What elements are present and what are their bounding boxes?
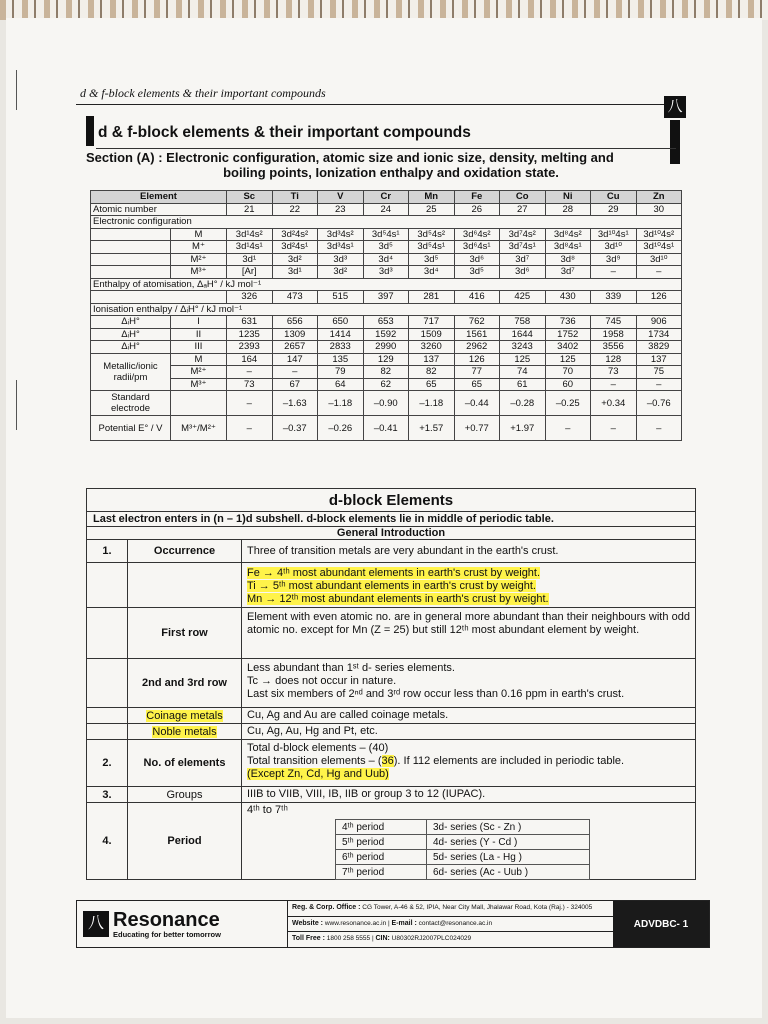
table-cell: 74 bbox=[500, 366, 546, 379]
table-cell: +0.77 bbox=[454, 416, 500, 441]
row-label: M²⁺ bbox=[171, 253, 227, 266]
atomisation-heading-row bbox=[91, 278, 682, 291]
page-title: d & f-block elements & their important compounds bbox=[98, 124, 471, 141]
properties-table bbox=[90, 190, 682, 441]
ionisation-row bbox=[91, 316, 682, 329]
table-cell: 3556 bbox=[591, 341, 637, 354]
table-cell: – bbox=[636, 416, 682, 441]
table-cell: 77 bbox=[454, 366, 500, 379]
office-line: Reg. & Corp. Office : CG Tower, A-46 & 52, IPIA, Near City Mall, Jhalawar Road, Kota (Raj.) - 324005 bbox=[288, 901, 613, 917]
table-cell: 3d⁷4s² bbox=[500, 228, 546, 241]
table-cell: 3d⁵ bbox=[409, 253, 455, 266]
series-cell: 6d- series (Ac - Uub ) bbox=[427, 865, 590, 880]
table-cell: 164 bbox=[227, 353, 273, 366]
row-label: M bbox=[171, 353, 227, 366]
table-cell: 3d⁴ bbox=[409, 266, 455, 279]
table-cell: 128 bbox=[591, 353, 637, 366]
table-cell: – bbox=[227, 366, 273, 379]
table-cell: – bbox=[272, 366, 318, 379]
element-symbol: Co bbox=[500, 191, 546, 204]
table-cell: – bbox=[227, 391, 273, 416]
table-cell: 281 bbox=[409, 291, 455, 304]
table-cell: 29 bbox=[591, 203, 637, 216]
table-cell: 3d³4s² bbox=[318, 228, 364, 241]
row-label: 2nd and 3rd row bbox=[128, 659, 242, 707]
row-label bbox=[171, 391, 227, 416]
brand-name: Resonance bbox=[113, 908, 220, 931]
table-cell: +0.34 bbox=[591, 391, 637, 416]
footer bbox=[76, 900, 710, 948]
row-label: III bbox=[171, 341, 227, 354]
table-cell: 1592 bbox=[363, 328, 409, 341]
table-cell: 21 bbox=[227, 203, 273, 216]
resonance-logo-icon: 八 bbox=[83, 911, 109, 937]
table-cell: 65 bbox=[454, 378, 500, 391]
row-label: Occurrence bbox=[128, 540, 242, 562]
table-cell: 67 bbox=[272, 378, 318, 391]
table-cell: 22 bbox=[272, 203, 318, 216]
series-cell: 3d- series (Sc - Zn ) bbox=[427, 820, 590, 835]
potential-label: Potential E° / V bbox=[98, 422, 163, 434]
table-cell: 3d¹4s¹ bbox=[227, 241, 273, 254]
table-cell: 515 bbox=[318, 291, 364, 304]
table-cell: 3d⁷4s¹ bbox=[500, 241, 546, 254]
table-cell: 70 bbox=[545, 366, 591, 379]
table-cell: 326 bbox=[227, 291, 273, 304]
period-cell: 5ᵗʰ period bbox=[336, 835, 427, 850]
table-cell: 425 bbox=[500, 291, 546, 304]
table-cell: 2657 bbox=[272, 341, 318, 354]
element-symbol: V bbox=[318, 191, 364, 204]
header-rule bbox=[76, 104, 664, 105]
row-label: M²⁺ bbox=[171, 366, 227, 379]
table-cell: 3d⁸4s² bbox=[545, 228, 591, 241]
occurrence-text: Three of transition metals are very abundant in the earth's crust. bbox=[247, 544, 559, 557]
element-symbol: Cr bbox=[363, 191, 409, 204]
table-cell: 3829 bbox=[636, 341, 682, 354]
table-cell: –0.41 bbox=[363, 416, 409, 441]
config-row bbox=[91, 253, 682, 266]
row-label: M³⁺/M²⁺ bbox=[171, 416, 227, 441]
except-text: (Except Zn, Cd, Hg and Uub) bbox=[247, 768, 389, 780]
table-cell: 1235 bbox=[227, 328, 273, 341]
table-cell: 135 bbox=[318, 353, 364, 366]
table-cell: 631 bbox=[227, 316, 273, 329]
table-cell: 126 bbox=[454, 353, 500, 366]
element-symbol: Zn bbox=[636, 191, 682, 204]
total-d-block-text: Total d-block elements – (40) bbox=[247, 742, 389, 754]
section-heading bbox=[86, 150, 696, 180]
table-cell: 3d⁶ bbox=[500, 266, 546, 279]
table-cell: –0.37 bbox=[272, 416, 318, 441]
row-label: Ionisation enthalpy / ΔᵢH° / kJ mol⁻¹ bbox=[91, 303, 682, 316]
row-label: No. of elements bbox=[128, 740, 242, 786]
margin-mark bbox=[16, 380, 17, 430]
page-code: ADVDBC- 1 bbox=[613, 901, 709, 947]
no-of-elements-row: 2. No. of elements Total d-block elements – (40) Total transition elements – (36). If 112 elements are included in periodic table. (Except Zn, Cd, Hg and Uub) bbox=[87, 740, 695, 787]
row-label: M³⁺ bbox=[171, 378, 227, 391]
row-label: Atomic number bbox=[91, 203, 227, 216]
row-label: ΔᵢH° bbox=[91, 316, 171, 329]
d-block-title: d-block Elements bbox=[87, 489, 695, 512]
table-cell: 650 bbox=[318, 316, 364, 329]
table-cell: 3d³ bbox=[363, 266, 409, 279]
row-label: Enthalpy of atomisation, ΔₐH° / kJ mol⁻¹ bbox=[91, 278, 682, 291]
table-cell: [Ar] bbox=[227, 266, 273, 279]
table-cell: –1.63 bbox=[272, 391, 318, 416]
row-number: 4. bbox=[87, 803, 128, 879]
element-symbol: Mn bbox=[409, 191, 455, 204]
table-cell: +1.97 bbox=[500, 416, 546, 441]
table-cell: –1.18 bbox=[318, 391, 364, 416]
ionisation-heading-row bbox=[91, 303, 682, 316]
coinage-label: Coinage metals bbox=[146, 709, 223, 722]
row-label: ΔᵢH° bbox=[91, 341, 171, 354]
table-cell: – bbox=[545, 416, 591, 441]
period-series-row bbox=[336, 835, 590, 850]
table-cell: 3d⁵4s¹ bbox=[363, 228, 409, 241]
table-cell: 3402 bbox=[545, 341, 591, 354]
table-cell: 137 bbox=[409, 353, 455, 366]
photo-top-edge bbox=[0, 0, 768, 20]
ionisation-row bbox=[91, 328, 682, 341]
table-cell: 430 bbox=[545, 291, 591, 304]
blank-cell bbox=[91, 228, 171, 241]
table-cell: 473 bbox=[272, 291, 318, 304]
coinage-row bbox=[87, 708, 695, 724]
blank-cell bbox=[91, 291, 227, 304]
table-cell: 23 bbox=[318, 203, 364, 216]
website-line: Website : www.resonance.ac.in | E-mail : contact@resonance.ac.in bbox=[288, 917, 613, 933]
table-cell: 65 bbox=[409, 378, 455, 391]
table-cell: 3d²4s¹ bbox=[272, 241, 318, 254]
table-cell: 3d¹ bbox=[272, 266, 318, 279]
row-label: Metallic/ionic radii/pm bbox=[91, 353, 171, 391]
table-cell: 26 bbox=[454, 203, 500, 216]
row-label: M bbox=[171, 228, 227, 241]
config-row bbox=[91, 241, 682, 254]
table-cell: 1414 bbox=[318, 328, 364, 341]
element-symbol: Ti bbox=[272, 191, 318, 204]
noble-row bbox=[87, 724, 695, 740]
element-symbol: Sc bbox=[227, 191, 273, 204]
groups-row bbox=[87, 787, 695, 803]
table-cell: 125 bbox=[545, 353, 591, 366]
table-cell: 3d²4s² bbox=[272, 228, 318, 241]
table-cell: 2833 bbox=[318, 341, 364, 354]
table-cell: 82 bbox=[409, 366, 455, 379]
table-cell: 3d⁶ bbox=[454, 253, 500, 266]
table-cell: – bbox=[591, 378, 637, 391]
table-cell: 1509 bbox=[409, 328, 455, 341]
table-cell: 3d³4s¹ bbox=[318, 241, 364, 254]
potential-label: Standard electrode bbox=[110, 392, 151, 414]
table-cell: 30 bbox=[636, 203, 682, 216]
second-row-line: Last six members of 2ⁿᵈ and 3ʳᵈ row occur less than 0.16 ppm in earth's crust. bbox=[247, 688, 625, 700]
table-cell: 2962 bbox=[454, 341, 500, 354]
row-number: 2. bbox=[87, 740, 128, 786]
row-label: I bbox=[171, 316, 227, 329]
element-symbol: Fe bbox=[454, 191, 500, 204]
potential-row bbox=[91, 391, 682, 416]
table-cell: 82 bbox=[363, 366, 409, 379]
table-cell: 73 bbox=[227, 378, 273, 391]
table-cell: 3d¹⁰4s¹ bbox=[636, 241, 682, 254]
config-heading-row bbox=[91, 216, 682, 229]
tollfree-line: Toll Free : 1800 258 5555 | CIN: U80302RJ2007PLC024029 bbox=[292, 935, 472, 943]
row-label: M⁺ bbox=[171, 241, 227, 254]
table-cell: 3d⁷ bbox=[545, 266, 591, 279]
table-cell: 758 bbox=[500, 316, 546, 329]
table-cell: 129 bbox=[363, 353, 409, 366]
table-cell: – bbox=[636, 266, 682, 279]
row-label: Period bbox=[128, 803, 242, 879]
table-cell: 1561 bbox=[454, 328, 500, 341]
table-cell: –0.25 bbox=[545, 391, 591, 416]
abundance-mn: Mn → 12ᵗʰ most abundant elements in earth's crust by weight. bbox=[247, 593, 549, 605]
blank-cell bbox=[91, 253, 171, 266]
period-series-row bbox=[336, 850, 590, 865]
table-cell: –0.44 bbox=[454, 391, 500, 416]
row-label: Electronic configuration bbox=[91, 216, 682, 229]
table-cell: –0.76 bbox=[636, 391, 682, 416]
element-symbol: Ni bbox=[545, 191, 591, 204]
table-cell: 762 bbox=[454, 316, 500, 329]
table-cell: 717 bbox=[409, 316, 455, 329]
blank-cell bbox=[91, 241, 171, 254]
coinage-text: Cu, Ag and Au are called coinage metals. bbox=[247, 709, 449, 721]
running-header: d & f-block elements & their important compounds bbox=[80, 86, 326, 100]
row-label: M³⁺ bbox=[171, 266, 227, 279]
period-cell: 4ᵗʰ period bbox=[336, 820, 427, 835]
table-cell: 3d¹4s² bbox=[227, 228, 273, 241]
table-cell: – bbox=[591, 416, 637, 441]
table-cell: 61 bbox=[500, 378, 546, 391]
table-cell: 3d¹⁰4s² bbox=[636, 228, 682, 241]
table-cell: 653 bbox=[363, 316, 409, 329]
row-label bbox=[91, 416, 171, 441]
table-cell: –1.18 bbox=[409, 391, 455, 416]
table-cell: 3d² bbox=[318, 266, 364, 279]
table-cell: –0.26 bbox=[318, 416, 364, 441]
table-cell: 3d² bbox=[272, 253, 318, 266]
second-third-row-row bbox=[87, 659, 695, 708]
table-cell: 3d⁵ bbox=[454, 266, 500, 279]
first-row-row bbox=[87, 608, 695, 659]
table-cell: 3d¹⁰ bbox=[591, 241, 637, 254]
radii-row bbox=[91, 366, 682, 379]
period-text: 4ᵗʰ to 7ᵗʰ bbox=[247, 804, 288, 816]
occurrence-row bbox=[87, 540, 695, 563]
table-cell: 3d⁴ bbox=[363, 253, 409, 266]
table-cell: 416 bbox=[454, 291, 500, 304]
table-cell: 147 bbox=[272, 353, 318, 366]
table-cell: 3d¹ bbox=[227, 253, 273, 266]
atomic-number-row bbox=[91, 203, 682, 216]
table-cell: 3d³ bbox=[318, 253, 364, 266]
table-cell: 1309 bbox=[272, 328, 318, 341]
table-cell: – bbox=[636, 378, 682, 391]
table-cell: –0.90 bbox=[363, 391, 409, 416]
atomisation-row bbox=[91, 291, 682, 304]
period-cell: 7ᵗʰ period bbox=[336, 865, 427, 880]
row-number: 1. bbox=[87, 540, 128, 562]
abundance-fe: Fe → 4ᵗʰ most abundant elements in earth's crust by weight. bbox=[247, 567, 541, 579]
table-cell: 28 bbox=[545, 203, 591, 216]
title-bar-left bbox=[86, 116, 94, 146]
table-cell: 125 bbox=[500, 353, 546, 366]
element-header-label: Element bbox=[91, 191, 227, 204]
period-series-row bbox=[336, 865, 590, 880]
table-cell: 1644 bbox=[500, 328, 546, 341]
table-cell: 3d⁸ bbox=[545, 253, 591, 266]
table-cell: 736 bbox=[545, 316, 591, 329]
series-cell: 5d- series (La - Hg ) bbox=[427, 850, 590, 865]
table-cell: 3260 bbox=[409, 341, 455, 354]
table-cell: 656 bbox=[272, 316, 318, 329]
radii-row bbox=[91, 353, 682, 366]
noble-text: Cu, Ag, Au, Hg and Pt, etc. bbox=[247, 725, 378, 737]
table-cell: 75 bbox=[636, 366, 682, 379]
table-cell: +1.57 bbox=[409, 416, 455, 441]
table-cell: 3d¹⁰ bbox=[636, 253, 682, 266]
email-link[interactable]: contact@resonance.ac.in bbox=[418, 919, 493, 927]
config-row bbox=[91, 266, 682, 279]
brand-tagline: Educating for better tomorrow bbox=[113, 929, 221, 939]
abundance-ti: Ti → 5ᵗʰ most abundant elements in earth's crust by weight. bbox=[247, 580, 536, 592]
table-cell: 3d⁵ bbox=[363, 241, 409, 254]
margin-mark bbox=[16, 70, 17, 110]
series-cell: 4d- series (Y - Cd ) bbox=[427, 835, 590, 850]
table-cell: 2393 bbox=[227, 341, 273, 354]
table-cell: 137 bbox=[636, 353, 682, 366]
table-cell: 3d⁹ bbox=[591, 253, 637, 266]
table-cell: 3d⁵4s¹ bbox=[409, 241, 455, 254]
table-cell: 397 bbox=[363, 291, 409, 304]
row-label: Groups bbox=[128, 787, 242, 802]
table-cell: 906 bbox=[636, 316, 682, 329]
table-cell: 3d⁸4s¹ bbox=[545, 241, 591, 254]
row-number: 3. bbox=[87, 787, 128, 802]
table-cell: 24 bbox=[363, 203, 409, 216]
second-row-line: Less abundant than 1ˢᵗ d- series elements. bbox=[247, 662, 455, 674]
highlight-36: 36 bbox=[381, 755, 394, 767]
noble-label: Noble metals bbox=[152, 725, 217, 738]
potential-row bbox=[91, 416, 682, 441]
d-block-subtitle: Last electron enters in (n – 1)d subshell. d-block elements lie in middle of periodic table. bbox=[87, 512, 695, 527]
table-cell: 126 bbox=[636, 291, 682, 304]
table-cell: 745 bbox=[591, 316, 637, 329]
row-label: II bbox=[171, 328, 227, 341]
table-cell: 64 bbox=[318, 378, 364, 391]
table-cell: 27 bbox=[500, 203, 546, 216]
resonance-logo-icon: 八 bbox=[664, 96, 686, 118]
row-label bbox=[91, 391, 171, 416]
title-rule bbox=[96, 148, 676, 149]
row-label: ΔᵢH° bbox=[91, 328, 171, 341]
table-cell: 3d⁷ bbox=[500, 253, 546, 266]
table-cell: 3d⁵4s² bbox=[409, 228, 455, 241]
groups-text: IIIB to VIIB, VIII, IB, IIB or group 3 to 12 (IUPAC). bbox=[247, 788, 486, 800]
d-block-section bbox=[86, 488, 696, 880]
blank-cell bbox=[91, 266, 171, 279]
table-cell: – bbox=[591, 266, 637, 279]
ionisation-row bbox=[91, 341, 682, 354]
table-cell: 62 bbox=[363, 378, 409, 391]
table-cell: 25 bbox=[409, 203, 455, 216]
table-cell: 73 bbox=[591, 366, 637, 379]
table-cell: 2990 bbox=[363, 341, 409, 354]
table-cell: 79 bbox=[318, 366, 364, 379]
element-header-row bbox=[91, 191, 682, 204]
table-cell: 3243 bbox=[500, 341, 546, 354]
abundance-row bbox=[87, 563, 695, 608]
radii-row bbox=[91, 378, 682, 391]
table-cell: 1734 bbox=[636, 328, 682, 341]
section-heading-line1: Section (A) : Electronic configuration, atomic size and ionic size, density, melting and bbox=[86, 150, 614, 165]
table-cell: 3d¹⁰4s¹ bbox=[591, 228, 637, 241]
website-link[interactable]: www.resonance.ac.in bbox=[324, 919, 387, 927]
period-cell: 6ᵗʰ period bbox=[336, 850, 427, 865]
table-cell: 3d⁶4s² bbox=[454, 228, 500, 241]
period-row bbox=[87, 803, 695, 879]
general-introduction-heading: General Introduction bbox=[87, 527, 695, 540]
table-cell: 1752 bbox=[545, 328, 591, 341]
period-series-row bbox=[336, 820, 590, 835]
table-cell: 3d⁶4s¹ bbox=[454, 241, 500, 254]
first-row-text: Element with even atomic no. are in general more abundant than their neighbours with odd atomic no. except for Mn (Z = 25) but still 12ᵗʰ most abundant element by weight. bbox=[247, 611, 690, 636]
table-cell: 1958 bbox=[591, 328, 637, 341]
second-row-line: Tc → does not occur in nature. bbox=[247, 675, 397, 687]
element-symbol: Cu bbox=[591, 191, 637, 204]
table-cell: 339 bbox=[591, 291, 637, 304]
section-heading-line2: boiling points, Ionization enthalpy and oxidation state. bbox=[223, 165, 559, 180]
config-row bbox=[91, 228, 682, 241]
table-cell: 60 bbox=[545, 378, 591, 391]
table-cell: – bbox=[227, 416, 273, 441]
row-label: First row bbox=[128, 608, 242, 658]
period-series-table bbox=[335, 819, 590, 880]
table-cell: –0.28 bbox=[500, 391, 546, 416]
